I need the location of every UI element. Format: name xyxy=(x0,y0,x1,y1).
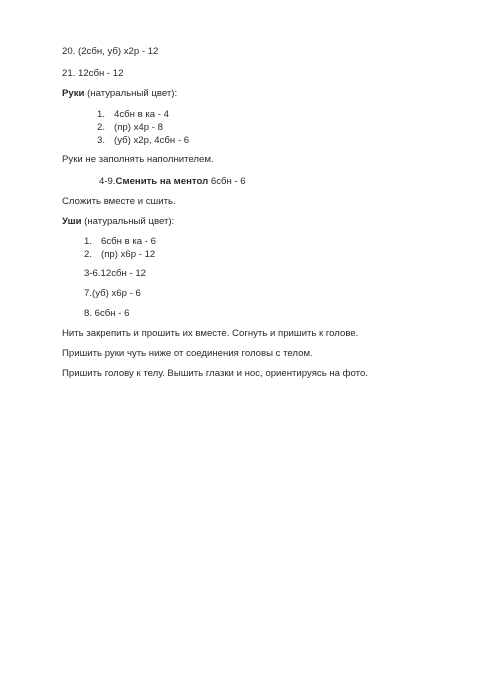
ears-row-8: 8. 6сбн - 6 xyxy=(84,308,130,319)
list-item-text: (пр) х6р - 12 xyxy=(101,249,156,260)
arms-change-prefix: 4-9. xyxy=(99,176,116,187)
list-item-number: 1. xyxy=(84,236,93,247)
list-item-number: 3. xyxy=(97,135,106,146)
ears-heading-rest: (натуральный цвет): xyxy=(81,216,175,227)
arms-change-rest: 6сбн - 6 xyxy=(208,176,246,187)
row-21: 21. 12сбн - 12 xyxy=(62,68,124,79)
arms-no-stuffing: Руки не заполнять наполнителем. xyxy=(62,154,214,165)
ears-row-3-6: 3-6.12сбн - 12 xyxy=(84,268,146,279)
arms-fold-sew: Сложить вместе и сшить. xyxy=(62,196,176,207)
arms-heading xyxy=(62,88,177,100)
list-item-text: 6сбн в ка - 6 xyxy=(101,236,156,247)
list-item-number: 1. xyxy=(97,109,106,120)
list-item-number: 2. xyxy=(84,249,93,260)
instruction-fasten-sew: Нить закрепить и прошить их вместе. Согнуть и пришить к голове. xyxy=(62,328,359,339)
ears-heading xyxy=(62,216,174,228)
row-20: 20. (2сбн, уб) х2р - 12 xyxy=(62,46,159,57)
list-item-number: 2. xyxy=(97,122,106,133)
arms-change-bold: Сменить на ментол xyxy=(115,176,209,187)
arms-heading-rest: (натуральный цвет): xyxy=(84,88,178,99)
instruction-sew-arms: Пришить руки чуть ниже от соединения головы с телом. xyxy=(62,348,313,359)
ears-row-7: 7.(уб) х6р - 6 xyxy=(84,288,141,299)
arms-heading-bold: Руки xyxy=(62,88,85,99)
ears-heading-bold: Уши xyxy=(62,216,82,227)
arms-change-color xyxy=(99,176,246,188)
list-item-text: (уб) х2р, 4сбн - 6 xyxy=(114,135,190,146)
instruction-sew-head: Пришить голову к телу. Вышить глазки и нос, ориентируясь на фото. xyxy=(62,368,368,379)
list-item-text: (пр) х4р - 8 xyxy=(114,122,163,133)
list-item-text: 4сбн в ка - 4 xyxy=(114,109,169,120)
